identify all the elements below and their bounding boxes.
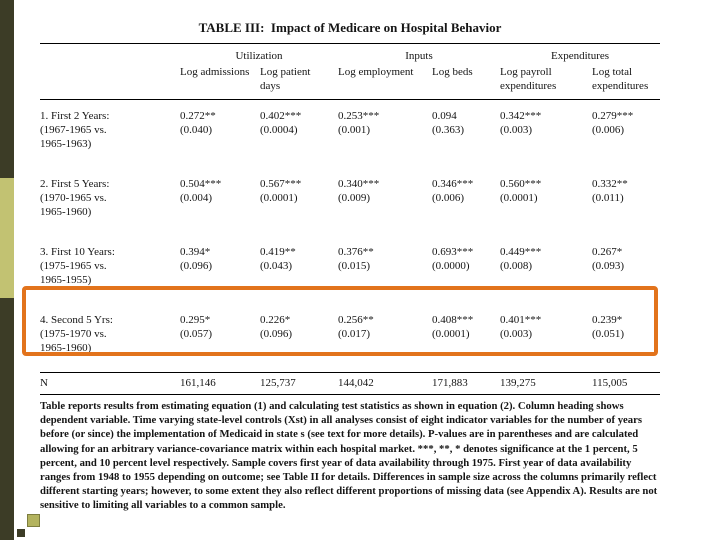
cell [338, 304, 432, 373]
estimate: 0.239* [592, 314, 623, 326]
p-value: (0.040) [180, 124, 213, 136]
cell [592, 304, 660, 373]
n-label: N [40, 373, 180, 395]
table-row-second-5-years [40, 304, 660, 373]
p-value: (0.001) [338, 124, 371, 136]
table-container [40, 14, 660, 513]
row-label-line: 2. First 5 Years: [40, 178, 110, 190]
p-value: (0.0001) [432, 328, 470, 340]
cell [432, 100, 500, 169]
table-row-first-2-years [40, 100, 660, 169]
p-value: (0.004) [180, 192, 213, 204]
estimate: 0.279*** [592, 110, 634, 122]
cell [260, 304, 338, 373]
estimate: 0.272** [180, 110, 216, 122]
estimate: 0.094 [432, 110, 457, 122]
estimate: 0.295* [180, 314, 211, 326]
row-label [40, 304, 180, 373]
p-value: (0.0001) [500, 192, 538, 204]
estimate: 0.504*** [180, 178, 222, 190]
empty-cell [40, 64, 180, 100]
p-value: (0.096) [260, 328, 293, 340]
cell [180, 304, 260, 373]
p-value: (0.003) [500, 124, 533, 136]
p-value: (0.003) [500, 328, 533, 340]
cell [260, 100, 338, 169]
column-header-log-admissions: Log admissions [180, 64, 260, 100]
column-header-log-patient-days: Log patient days [260, 64, 338, 100]
cell [592, 236, 660, 304]
sample-size-row [40, 373, 660, 395]
estimate: 0.342*** [500, 110, 542, 122]
cell [338, 236, 432, 304]
column-header-log-total-expenditures: Log total expenditures [592, 64, 660, 100]
group-header-row [40, 44, 660, 64]
estimate: 0.226* [260, 314, 291, 326]
n-value: 125,737 [260, 373, 338, 395]
cell [338, 168, 432, 236]
p-value: (0.051) [592, 328, 625, 340]
row-label-line: (1975-1965 vs. [40, 260, 107, 272]
estimate: 0.693*** [432, 246, 474, 258]
cell [432, 304, 500, 373]
n-value: 171,883 [432, 373, 500, 395]
p-value: (0.093) [592, 260, 625, 272]
p-value: (0.0001) [260, 192, 298, 204]
n-value: 144,042 [338, 373, 432, 395]
estimate: 0.394* [180, 246, 211, 258]
table-notes: Table reports results from estimating equation (1) and calculating test statistics as shown in equation (2). Column heading shows dependent variable. Time varying state-level controls (Xst) in all analyses consist of eight indicator variables for the number of years before (or since) the implementation of Medicaid in state s (see text for more details). P-values are in parentheses and are calculated allowing for an arbitrary variance-covariance matrix within each hospital market. ***, **, * denotes significance at the 1 percent, 5 percent, and 10 percent level respectively. Sample covers first year of data availability through 1975. First year of data availability ranges from 1948 to 1955 depending on outcome; see Table II for details. Differences in sample size across the columns primarily reflect different starting years; however, to some extent they also reflect different proportions of missing data (see Appendix A). Results are not sensitive to limiting all variables to a common sample. [40, 400, 658, 512]
p-value: (0.006) [432, 192, 465, 204]
cell [500, 236, 592, 304]
row-label-line: 3. First 10 Years: [40, 246, 115, 258]
sidebar-stripe-middle [0, 178, 14, 298]
estimate: 0.408*** [432, 314, 474, 326]
p-value: (0.008) [500, 260, 533, 272]
row-label-line: (1970-1965 vs. [40, 192, 107, 204]
group-header-utilization: Utilization [235, 50, 283, 62]
row-label-line: 1965-1955) [40, 274, 92, 286]
p-value: (0.057) [180, 328, 213, 340]
estimate: 0.340*** [338, 178, 380, 190]
n-value: 139,275 [500, 373, 592, 395]
cell [592, 168, 660, 236]
p-value: (0.043) [260, 260, 293, 272]
row-label-line: 1. First 2 Years: [40, 110, 110, 122]
cell [338, 100, 432, 169]
row-label-line: 1965-1960) [40, 342, 92, 354]
estimate: 0.567*** [260, 178, 302, 190]
column-header-log-beds: Log beds [432, 64, 500, 100]
n-value: 161,146 [180, 373, 260, 395]
sidebar-stripe-bottom [0, 298, 14, 540]
group-header-inputs: Inputs [405, 50, 433, 62]
cell [432, 236, 500, 304]
p-value: (0.096) [180, 260, 213, 272]
row-label-line: 4. Second 5 Yrs: [40, 314, 113, 326]
estimate: 0.560*** [500, 178, 542, 190]
cell [500, 304, 592, 373]
estimate: 0.419** [260, 246, 296, 258]
p-value: (0.006) [592, 124, 625, 136]
table-title: TABLE III: Impact of Medicare on Hospital Behavior [40, 14, 660, 44]
column-header-log-payroll-expenditures: Log payroll expenditures [500, 64, 592, 100]
estimate: 0.449*** [500, 246, 542, 258]
row-label [40, 168, 180, 236]
decoration-square-small [17, 529, 25, 537]
estimate: 0.401*** [500, 314, 542, 326]
results-table [40, 44, 660, 395]
table-row-first-10-years [40, 236, 660, 304]
estimate: 0.256** [338, 314, 374, 326]
cell [500, 100, 592, 169]
estimate: 0.253*** [338, 110, 380, 122]
row-label-line: (1975-1970 vs. [40, 328, 107, 340]
row-label-line: (1967-1965 vs. [40, 124, 107, 136]
sidebar-stripe-top [0, 0, 14, 178]
group-header-expenditures: Expenditures [551, 50, 610, 62]
p-value: (0.0004) [260, 124, 298, 136]
cell [432, 168, 500, 236]
cell [500, 168, 592, 236]
row-label-line: 1965-1963) [40, 138, 92, 150]
row-label-line: 1965-1960) [40, 206, 92, 218]
cell [180, 236, 260, 304]
p-value: (0.011) [592, 192, 624, 204]
estimate: 0.376** [338, 246, 374, 258]
p-value: (0.009) [338, 192, 371, 204]
table-row-first-5-years [40, 168, 660, 236]
p-value: (0.363) [432, 124, 465, 136]
cell [592, 100, 660, 169]
row-label [40, 236, 180, 304]
p-value: (0.015) [338, 260, 371, 272]
cell [180, 168, 260, 236]
estimate: 0.346*** [432, 178, 474, 190]
estimate: 0.332** [592, 178, 628, 190]
column-header-log-employment: Log employment [338, 64, 432, 100]
row-label [40, 100, 180, 169]
estimate: 0.267* [592, 246, 623, 258]
cell [260, 168, 338, 236]
decoration-square-large [27, 514, 40, 527]
empty-cell [40, 44, 180, 64]
n-value: 115,005 [592, 373, 660, 395]
estimate: 0.402*** [260, 110, 302, 122]
p-value: (0.017) [338, 328, 371, 340]
cell [180, 100, 260, 169]
column-header-row [40, 64, 660, 100]
p-value: (0.0000) [432, 260, 470, 272]
cell [260, 236, 338, 304]
